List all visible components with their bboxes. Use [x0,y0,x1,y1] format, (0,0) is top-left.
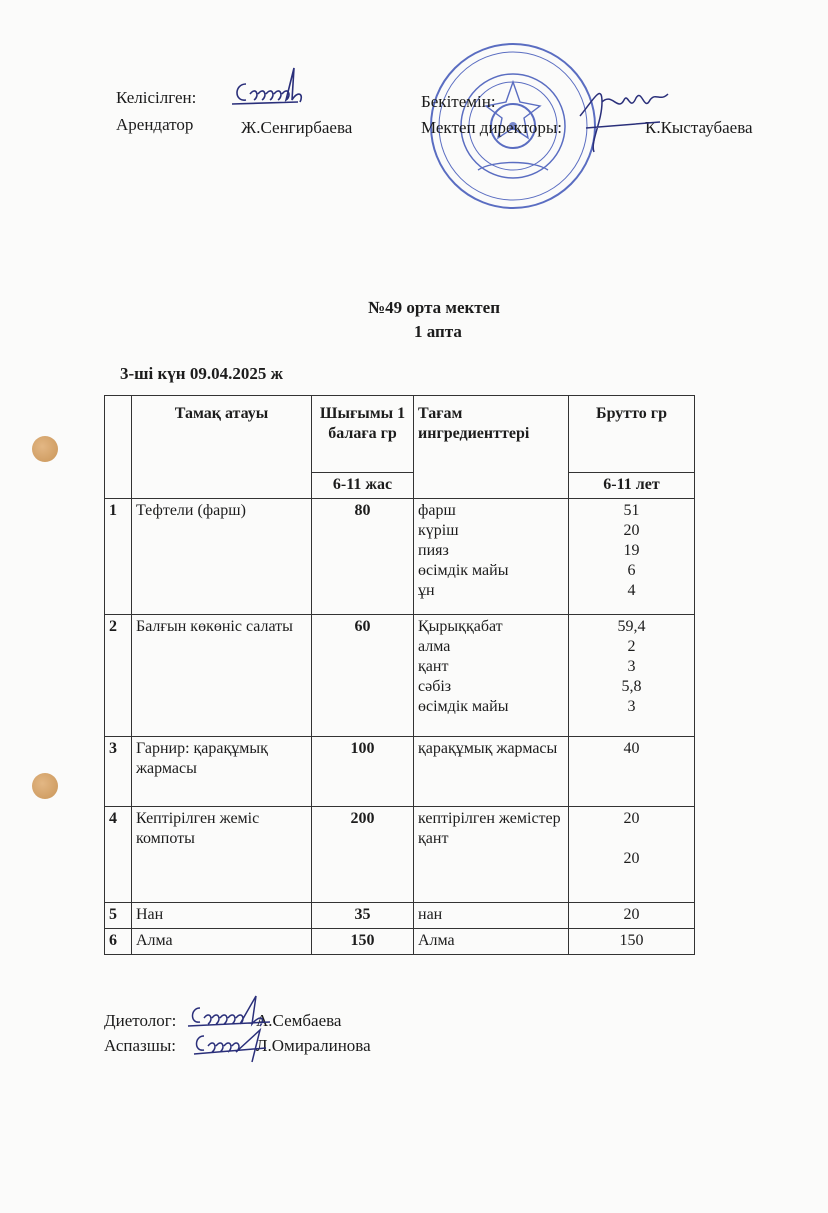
approval-right-name: К.Кыстаубаева [645,118,753,137]
ingredient: күріш [418,522,459,539]
table-row [105,499,695,615]
brutto-value: 59,4 [617,618,646,635]
cook-signature [190,1026,280,1066]
brutto-value: 20 [569,903,695,929]
ingredient: Қырыққабат [418,618,503,635]
day-title: 3-ші күн 09.04.2025 ж [120,364,283,383]
row-number: 6 [105,929,132,955]
header-dish-name: Тамақ атауы [132,396,312,499]
ingredient: нан [414,903,569,929]
brutto-value: 3 [627,698,636,715]
yield-value: 60 [312,615,414,737]
row-number: 2 [105,615,132,737]
brutto-value: 20 [623,522,640,539]
brutto-spacer [573,829,690,849]
row-number: 3 [105,737,132,807]
ingredient-list [414,615,569,737]
approval-right-title: Бекітемін: [421,92,496,111]
brutto-value: 4 [627,582,636,599]
ingredient: Алма [414,929,569,955]
yield-value: 80 [312,499,414,615]
approval-left-name: Ж.Сенгирбаева [241,118,353,137]
ingredient: пияз [418,542,449,559]
dish-name: Тефтели (фарш) [132,499,312,615]
ingredient: қант [418,830,449,847]
brutto-value: 40 [569,737,695,807]
table-row [105,737,695,807]
brutto-value: 5,8 [621,678,642,695]
brutto-list [569,807,695,903]
brutto-value: 19 [623,542,640,559]
ingredient-list [414,499,569,615]
dish-name: Кептірілген жеміс компоты [132,807,312,903]
row-number: 4 [105,807,132,903]
punch-hole-bottom [32,773,58,799]
table-row [105,615,695,737]
brutto-value: 20 [623,810,640,827]
header-yield: Шығымы 1 балаға гр [312,396,414,473]
cook-name: Л.Омиралинова [256,1036,371,1055]
dish-name: Нан [132,903,312,929]
approval-right-role: Мектеп директоры: [421,118,562,137]
yield-value: 35 [312,903,414,929]
row-number: 5 [105,903,132,929]
menu-table [104,395,695,955]
brutto-value: 51 [623,502,640,519]
brutto-value: 20 [623,850,640,867]
brutto-value: 6 [627,562,636,579]
ingredient-list [414,807,569,903]
table-row [105,903,695,929]
brutto-value: 150 [569,929,695,955]
approval-left-title: Келісілген: [116,88,197,107]
dish-name: Алма [132,929,312,955]
brutto-value: 3 [627,658,636,675]
tenant-signature [228,62,318,112]
dietitian-name: А.Сембаева [256,1011,342,1030]
ingredient: фарш [418,502,456,519]
ingredient: сәбіз [418,678,452,695]
approval-left-role: Арендатор [116,115,194,134]
cook-label: Аспазшы: [104,1036,176,1055]
ingredient: қарақұмық жармасы [414,737,569,807]
dish-name: Балғын көкөніс салаты [132,615,312,737]
ingredient: алма [418,638,451,655]
ingredient: ұн [418,582,435,599]
yield-value: 100 [312,737,414,807]
week-title: 1 апта [414,322,462,341]
dish-name: Гарнир: қарақұмық жармасы [132,737,312,807]
header-num-cell [105,396,132,499]
header-ingredients: Тағам ингредиенттері [414,396,569,499]
row-number: 1 [105,499,132,615]
punch-hole-top [32,436,58,462]
ingredient: қант [418,658,449,675]
director-signature [572,72,672,162]
ingredient: кептірілген жемістер [418,810,561,827]
header-brutto: Брутто гр [569,396,695,473]
header-age-brutto: 6-11 лет [569,473,695,499]
table-row [105,929,695,955]
brutto-value: 2 [627,638,636,655]
yield-value: 150 [312,929,414,955]
yield-value: 200 [312,807,414,903]
brutto-list [569,615,695,737]
header-age-yield: 6-11 жас [312,473,414,499]
school-title: №49 орта мектеп [368,298,500,317]
ingredient: өсімдік майы [418,562,509,579]
table-row [105,807,695,903]
ingredient: өсімдік майы [418,698,509,715]
brutto-list [569,499,695,615]
dietitian-label: Диетолог: [104,1011,177,1030]
